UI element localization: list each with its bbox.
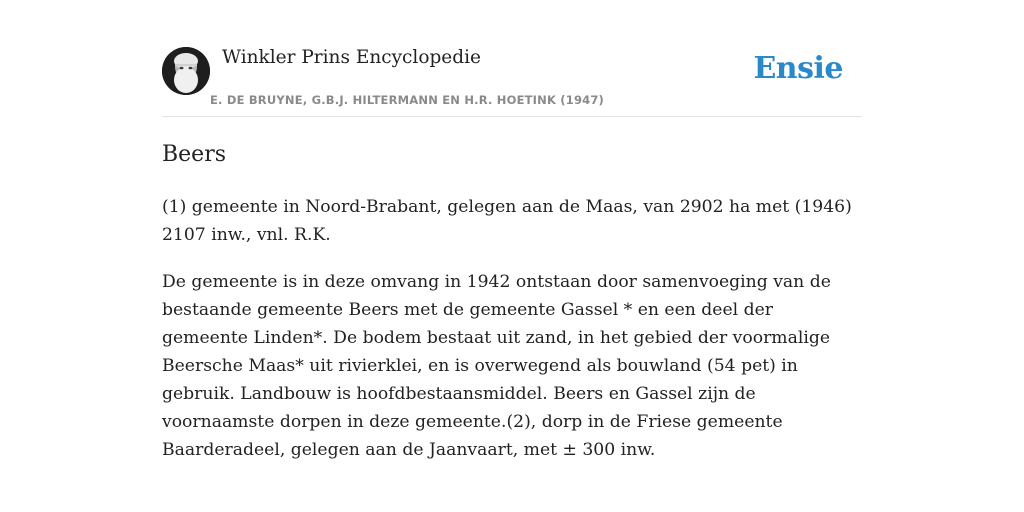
brand-logo-link[interactable]: Ensie bbox=[753, 51, 843, 86]
site-title[interactable]: Winkler Prins Encyclopedie bbox=[222, 47, 481, 68]
authors-line: E. DE BRUYNE, G.B.J. HILTERMANN EN H.R. HOETINK (1947) bbox=[210, 93, 605, 107]
article-title: Beers bbox=[162, 142, 227, 167]
article-paragraph: (1) gemeente in Noord-Brabant, gelegen aan de Maas, van 2902 ha met (1946) 2107 inw., vnl. R.K. bbox=[162, 197, 852, 245]
article-paragraph: De gemeente is in deze omvang in 1942 ontstaan door samenvoeging van de bestaande gemeente Beers met de gemeente Gassel * en een deel der gemeente Linden*. De bodem bestaat uit zand, in het gebied der voormalige Beersche Maas* uit rivierklei, en is overwegend als bouwland (54 pet) in gebruik. Landbouw is hoofdbestaansmiddel. Beers en Gassel zijn de voornaamste dorpen in deze gemeente.(2), dorp in de Friese gemeente Baarderadeel, gelegen aan de Jaanvaart, met ± 300 inw. bbox=[162, 272, 831, 460]
author-avatar bbox=[162, 47, 210, 95]
article bbox=[162, 139, 862, 483]
header bbox=[162, 46, 862, 117]
